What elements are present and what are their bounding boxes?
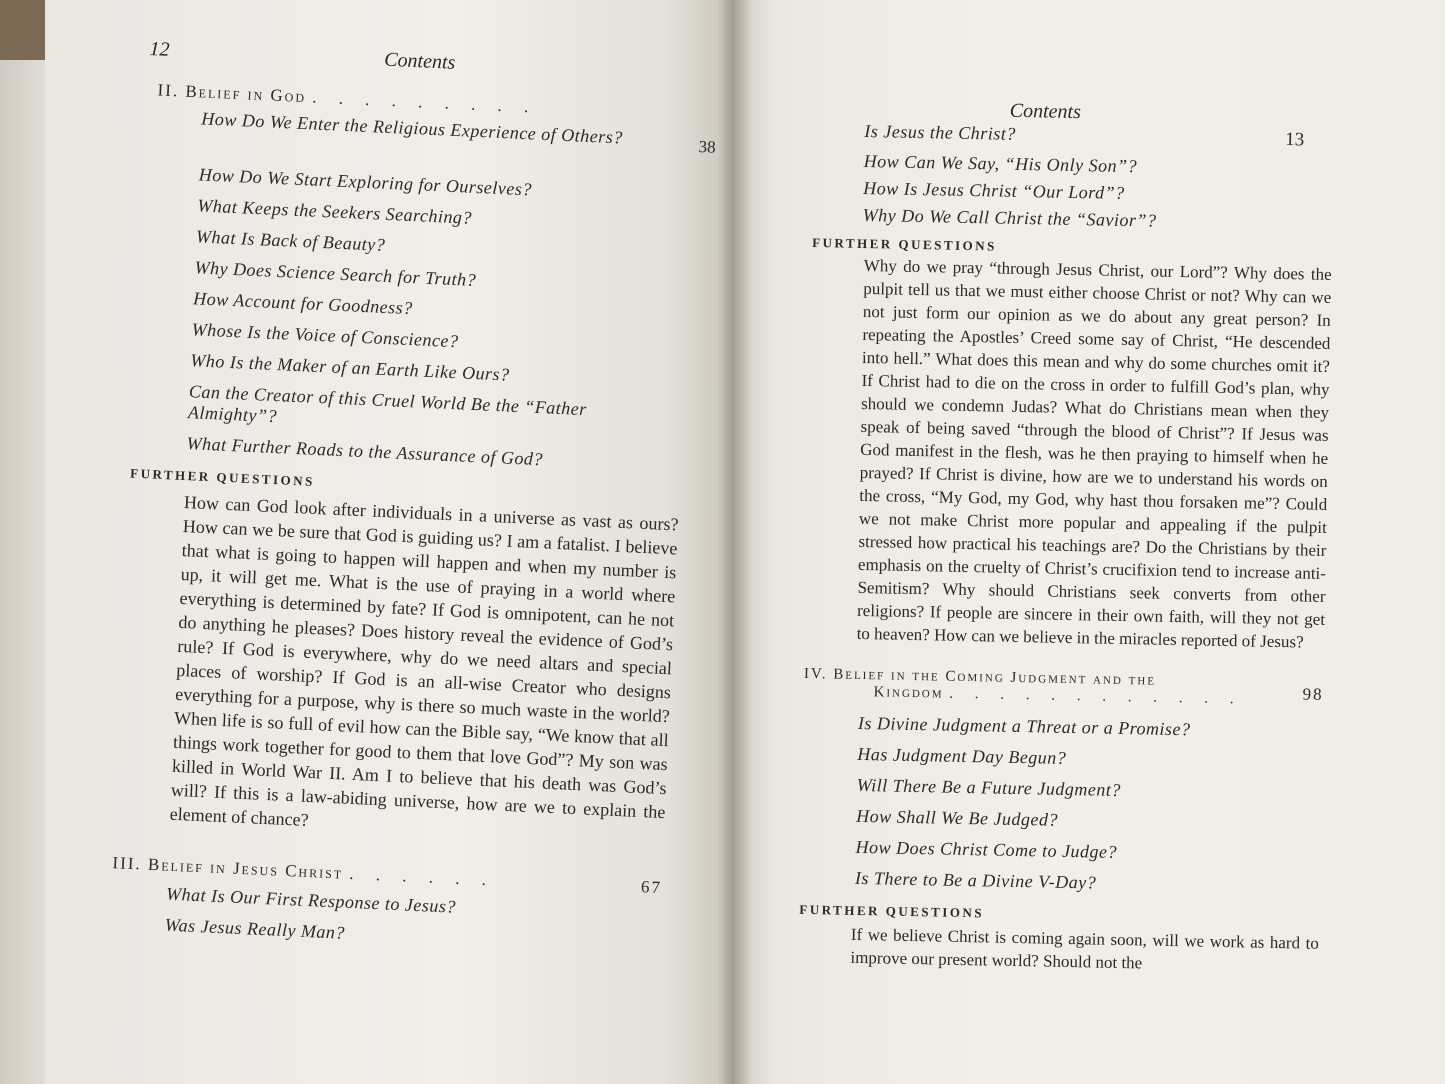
further-questions-text: Why do we pray “through Jesus Christ, our Lord”? Why does the pulpit tell us that we must either choose Christ or not? Why can we not just form our opinion as we do about any great person? In repeating the Apostles’ Creed some say of Christ, “He descended into hell.” What does this mean and why do some churches omit it? If Christ had to die on the cross in order to fulfill God’s plan, why should we condemn Judas? What do Christians mean when they speak of being saved “through the blood of Christ”? If Jesus was God manifest in the flesh, was he then praying to himself when he prayed? If Christ is divine, how are we to understand his words on the cross, “My God, my God, why hast thou forsaken me”? Could we not make Christ more popular and appealing if the pulpit stressed how practical his teachings are? Do the Christians by their emphasis on the cruelty of Christ’s crucifixion tend to increase anti-Semitism? Why should Christians seek converts from other religions? If people are sincere in their own faith, will they not get to heaven? How can we believe in the miracles reported of Jesus? [856, 255, 1332, 652]
topic-entry: How Account for Goodness? [192, 288, 414, 319]
left-page [45, 0, 735, 1084]
topic-entry: Will There Be a Future Judgment? [856, 774, 1122, 800]
topic-entry: How Do We Start Exploring for Ourselves? [198, 164, 533, 200]
chapter-title-line2: Kingdom [873, 684, 944, 702]
chapter-page-number: 98 [1302, 684, 1324, 704]
topic-entry: How Shall We Be Judged? [855, 805, 1059, 830]
chapter-roman: II. [157, 80, 180, 101]
topic-entry: Was Jesus Really Man? [164, 914, 346, 943]
topic-entry: Is There to Be a Divine V-Day? [854, 867, 1097, 893]
further-questions-heading: FURTHER QUESTIONS [799, 901, 985, 921]
chapter-roman: IV. [803, 665, 828, 683]
right-page-content [798, 96, 1335, 978]
topic-entry: Why Does Science Search for Truth? [194, 257, 477, 291]
topic-entry: What Is Back of Beauty? [195, 226, 386, 255]
topic-entry: How Does Christ Come to Judge? [855, 836, 1118, 862]
topic-entry: Is Divine Judgment a Threat or a Promise? [857, 712, 1191, 740]
leader-dots: . . . . . . . . . [311, 87, 538, 117]
running-header: Contents [383, 48, 456, 74]
further-questions-heading: FURTHER QUESTIONS [129, 465, 316, 489]
topic-title: How Do We Enter the Religious Experience of Others? [200, 108, 624, 148]
page-number: 13 [1285, 129, 1305, 151]
topic-entry: What Keeps the Seekers Searching? [197, 195, 473, 228]
topic-entry: How Is Jesus Christ “Our Lord”? [863, 177, 1125, 203]
page-number: 12 [149, 38, 170, 61]
book-spine-shadow [718, 0, 752, 1084]
left-page-content [109, 38, 717, 958]
further-questions-heading: FURTHER QUESTIONS [812, 234, 998, 254]
right-page [735, 0, 1445, 1084]
topic-entry: Can the Creator of this Cruel World Be the “Father Almighty”? [187, 381, 588, 427]
topic-entry: What Further Roads to the Assurance of God? [186, 433, 544, 470]
running-header: Contents [1009, 99, 1082, 124]
topic-entry: What Is Our First Response to Jesus? [165, 883, 457, 917]
topic-title: Is Jesus the Christ? [864, 120, 1017, 144]
chapter-roman: III. [112, 853, 143, 874]
leader-dots: . . . . . . [349, 863, 496, 890]
chapter-page-number: 38 [698, 137, 717, 157]
chapter-title-line1: Belief in the Coming Judgment and the [833, 666, 1157, 689]
chapter-title: Belief in God [185, 81, 307, 107]
chapter-page-number: 67 [640, 877, 663, 898]
further-questions-text: If we believe Christ is coming again soon, will we work as hard to improve our present world? Should not the [850, 924, 1320, 973]
leader-dots: . . . . . . . . . . . . [949, 685, 1243, 708]
further-questions-text: How can God look after individuals in a universe as vast as ours? How can we be sure that God is guiding us? I am a fatalist. I believe that what is going to happen will happen and when my number is up, it will get me. What is the use of praying in a world where everything is determined by fate? If God is omnipotent, can he not do anything he pleases? Does history reveal the evidence of God’s rule? If God is everywhere, why do we need altars and special places of worship? If God is an all-wise Creator who designs everything for a purpose, why is there so much waste in the world? When life is so full of evil how can the Bible say, “We know that all things work together for good to them that love God”? My son was killed in World War II. Am I to believe that his death was God’s will? If this is a law-abiding universe, how are we to explain the element of chance? [169, 492, 679, 830]
topic-entry: Why Do We Call Christ the “Savior”? [862, 204, 1157, 231]
chapter-title: Belief in Jesus Christ [147, 854, 344, 883]
topic-entry: How Can We Say, “His Only Son”? [863, 150, 1138, 177]
topic-entry: Who Is the Maker of an Earth Like Ours? [189, 350, 511, 385]
topic-entry: Whose Is the Voice of Conscience? [191, 319, 459, 352]
topic-entry: Has Judgment Day Begun? [857, 743, 1067, 768]
